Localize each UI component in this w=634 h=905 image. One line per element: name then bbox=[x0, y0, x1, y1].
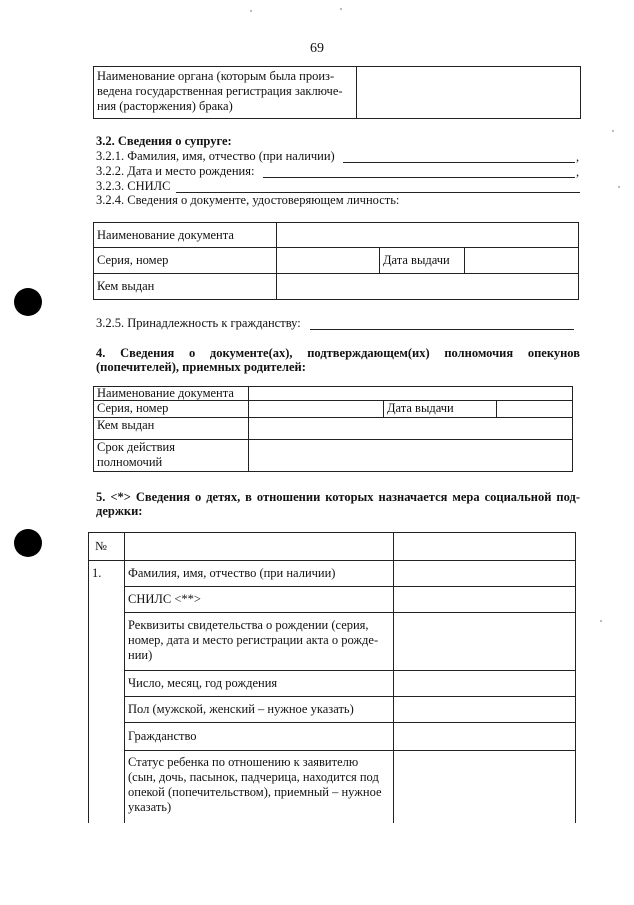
child-birth-cert-value[interactable] bbox=[394, 613, 576, 671]
guardian-doc-name-value[interactable] bbox=[249, 387, 573, 401]
guardian-doc-name-label: Наименование документа bbox=[94, 387, 249, 401]
spouse-doc-name-value[interactable] bbox=[277, 223, 579, 248]
child-citizenship-label: Гражданство bbox=[125, 723, 394, 751]
child-snils-value[interactable] bbox=[394, 587, 576, 613]
spouse-heading: 3.2. Сведения о супруге: bbox=[96, 134, 232, 148]
page-number: 69 bbox=[310, 41, 324, 56]
spouse-issued-by-value[interactable] bbox=[277, 274, 579, 300]
scan-speck bbox=[612, 130, 614, 132]
registration-authority-label: Наименование органа (которым была произ- ведена государственная регистрация заключе- ния (расторжения) брака) bbox=[94, 67, 357, 119]
child-sex-value[interactable] bbox=[394, 697, 576, 723]
guardian-issued-by-label: Кем выдан bbox=[94, 418, 249, 440]
child-birth-cert-label: Реквизиты свидетельства о рождении (серия, номер, дата и место регистрации акта о рожде- нии) bbox=[125, 613, 394, 671]
section5-heading-line2: держки: bbox=[96, 504, 143, 518]
child-row-number: 1. bbox=[89, 561, 125, 823]
spouse-document-table bbox=[93, 222, 579, 300]
binder-hole-top bbox=[14, 288, 42, 316]
spouse-snils-label: 3.2.3. СНИЛС bbox=[96, 179, 171, 193]
spouse-doc-label: 3.2.4. Сведения о документе, удостоверяющем личность: bbox=[96, 193, 400, 207]
child-fio-label: Фамилия, имя, отчество (при наличии) bbox=[125, 561, 394, 587]
spouse-issued-by-label: Кем выдан bbox=[94, 274, 277, 300]
spouse-issue-date-label: Дата выдачи bbox=[380, 248, 465, 274]
scan-speck bbox=[250, 10, 252, 12]
child-snils-label: СНИЛС <**> bbox=[125, 587, 394, 613]
guardian-issued-by-value[interactable] bbox=[249, 418, 573, 440]
spouse-fio-label: 3.2.1. Фамилия, имя, отчество (при наличии) bbox=[96, 149, 335, 163]
spouse-fio-field[interactable] bbox=[343, 162, 575, 163]
registration-authority-value[interactable] bbox=[357, 67, 581, 119]
child-fio-value[interactable] bbox=[394, 561, 576, 587]
scan-speck bbox=[600, 620, 602, 622]
child-status-value[interactable] bbox=[394, 751, 576, 823]
guardian-document-table bbox=[93, 386, 573, 472]
scan-speck bbox=[618, 186, 620, 188]
children-table bbox=[88, 532, 576, 823]
child-status-label: Статус ребенка по отношению к заявителю (сын, дочь, пасынок, падчерица, находится под опекой (попечительством), приемный – нужное указать) bbox=[125, 751, 394, 823]
guardian-issue-date-label: Дата выдачи bbox=[384, 401, 497, 418]
spouse-doc-name-label: Наименование документа bbox=[94, 223, 277, 248]
child-birth-date-label: Число, месяц, год рождения bbox=[125, 671, 394, 697]
spouse-birth-field[interactable] bbox=[263, 177, 575, 178]
spouse-series-number-label: Серия, номер bbox=[94, 248, 277, 274]
children-num-header: № bbox=[89, 533, 125, 561]
guardian-series-number-value[interactable] bbox=[249, 401, 384, 418]
children-header-label bbox=[125, 533, 394, 561]
guardian-series-number-label: Серия, номер bbox=[94, 401, 249, 418]
guardian-validity-label: Срок действия полномочий bbox=[94, 440, 249, 472]
spouse-birth-label: 3.2.2. Дата и место рождения: bbox=[96, 164, 255, 178]
spouse-birth-comma: , bbox=[576, 165, 580, 179]
child-sex-label: Пол (мужской, женский – нужное указать) bbox=[125, 697, 394, 723]
section5-heading-line1: 5. <*> Сведения о детях, в отношении которых назначается мера социальной под- bbox=[96, 490, 580, 504]
child-birth-date-value[interactable] bbox=[394, 671, 576, 697]
child-citizenship-value[interactable] bbox=[394, 723, 576, 751]
spouse-issue-date-value[interactable] bbox=[465, 248, 579, 274]
section4-heading-line1: 4. Сведения о документе(ах), подтверждающем(их) полномочия опекунов bbox=[96, 346, 580, 360]
section4-heading-line2: (попечителей), приемных родителей: bbox=[96, 360, 306, 374]
registration-authority-table bbox=[93, 66, 581, 119]
scan-speck bbox=[340, 8, 342, 10]
guardian-issue-date-value[interactable] bbox=[497, 401, 573, 418]
spouse-fio-comma: , bbox=[576, 150, 580, 164]
spouse-series-number-value[interactable] bbox=[277, 248, 380, 274]
spouse-citizenship-field[interactable] bbox=[310, 329, 574, 330]
children-header-value bbox=[394, 533, 576, 561]
guardian-validity-value[interactable] bbox=[249, 440, 573, 472]
binder-hole-bottom bbox=[14, 529, 42, 557]
spouse-citizenship-label: 3.2.5. Принадлежность к гражданству: bbox=[96, 316, 301, 330]
